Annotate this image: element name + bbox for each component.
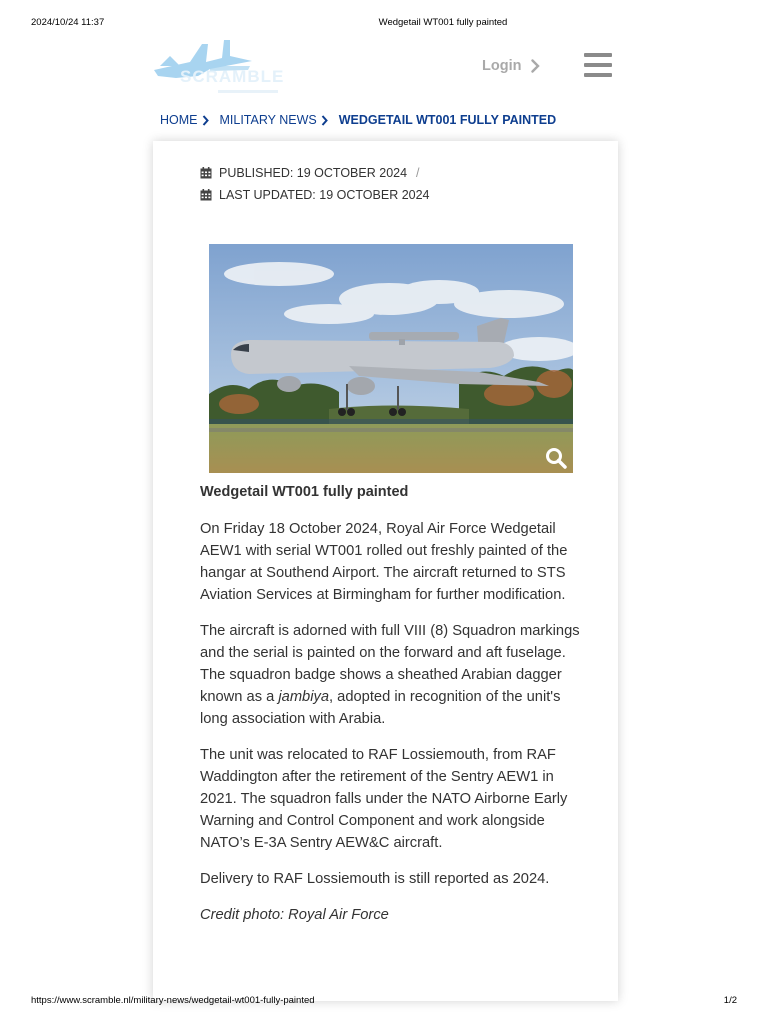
article-photo[interactable]: [209, 244, 573, 473]
zoom-icon[interactable]: [545, 447, 567, 469]
article-paragraph: On Friday 18 October 2024, Royal Air Force Wedgetail AEW1 with serial WT001 rolled out freshly painted of the hangar at Southend Airport. The aircraft returned to STS Aviation Services at Birmingham for further modification.: [200, 521, 568, 603]
menu-bar: [584, 63, 612, 67]
menu-bar: [584, 53, 612, 57]
published-label: PUBLISHED: 19 OCTOBER 2024: [219, 166, 408, 180]
menu-bar: [584, 73, 612, 77]
breadcrumb-item-military-news[interactable]: [220, 113, 339, 127]
breadcrumb-item-home[interactable]: [160, 113, 220, 127]
photo-caption: Wedgetail WT001 fully painted: [200, 484, 409, 500]
print-datetime: 2024/10/24 11:37: [31, 17, 105, 28]
breadcrumb-link-home[interactable]: HOME: [160, 113, 198, 127]
article-card: [153, 141, 618, 1001]
chevron-right-icon: [531, 59, 540, 73]
hamburger-menu-icon[interactable]: [584, 53, 612, 77]
calendar-icon: [200, 189, 212, 201]
article-body: [200, 518, 585, 940]
published-date: [200, 166, 420, 180]
print-url: https://www.scramble.nl/military-news/wedgetail-wt001-fully-painted: [31, 995, 315, 1006]
chevron-right-icon: [202, 115, 209, 126]
svg-text:SCRAMBLE: SCRAMBLE: [180, 67, 285, 86]
breadcrumb: [160, 113, 556, 127]
breadcrumb-current-label: WEDGETAIL WT001 FULLY PAINTED: [338, 113, 557, 127]
article-paragraph: [200, 620, 585, 730]
paragraph-text: , adopted in recognition of the unit's long association with Arabia.: [200, 689, 561, 727]
aircraft-photo: [209, 244, 573, 473]
site-logo[interactable]: [150, 36, 325, 98]
scramble-logo-icon: [150, 36, 325, 98]
print-page-title: Wedgetail WT001 fully painted: [378, 17, 508, 28]
print-page-number: 1/2: [723, 995, 737, 1006]
meta-separator: /: [416, 166, 420, 180]
emphasis-jambiya: jambiya: [278, 689, 330, 705]
updated-label: LAST UPDATED: 19 OCTOBER 2024: [219, 188, 430, 202]
login-button[interactable]: [482, 58, 540, 74]
login-label: Login: [482, 58, 522, 74]
breadcrumb-link-military-news[interactable]: MILITARY NEWS: [219, 113, 317, 127]
updated-date: [200, 188, 430, 202]
paragraph-text: The aircraft is adorned with full VIII (8) Squadron markings and the serial is painted on the forward and aft fuselage. The squadron badge shows a sheathed Arabian dagger known as a: [200, 623, 580, 705]
photo-credit: Credit photo: Royal Air Force: [200, 907, 389, 923]
article-paragraph: Delivery to RAF Lossiemouth is still reported as 2024.: [200, 871, 550, 887]
breadcrumb-item-current: [339, 113, 556, 127]
calendar-icon: [200, 167, 212, 179]
article-paragraph: The unit was relocated to RAF Lossiemouth, from RAF Waddington after the retirement of the Sentry AEW1 in 2021. The squadron falls under the NATO Airborne Early Warning and Control Component and work alongside NATO’s E-3A Sentry AEW&C aircraft.: [200, 747, 568, 851]
chevron-right-icon: [321, 115, 328, 126]
